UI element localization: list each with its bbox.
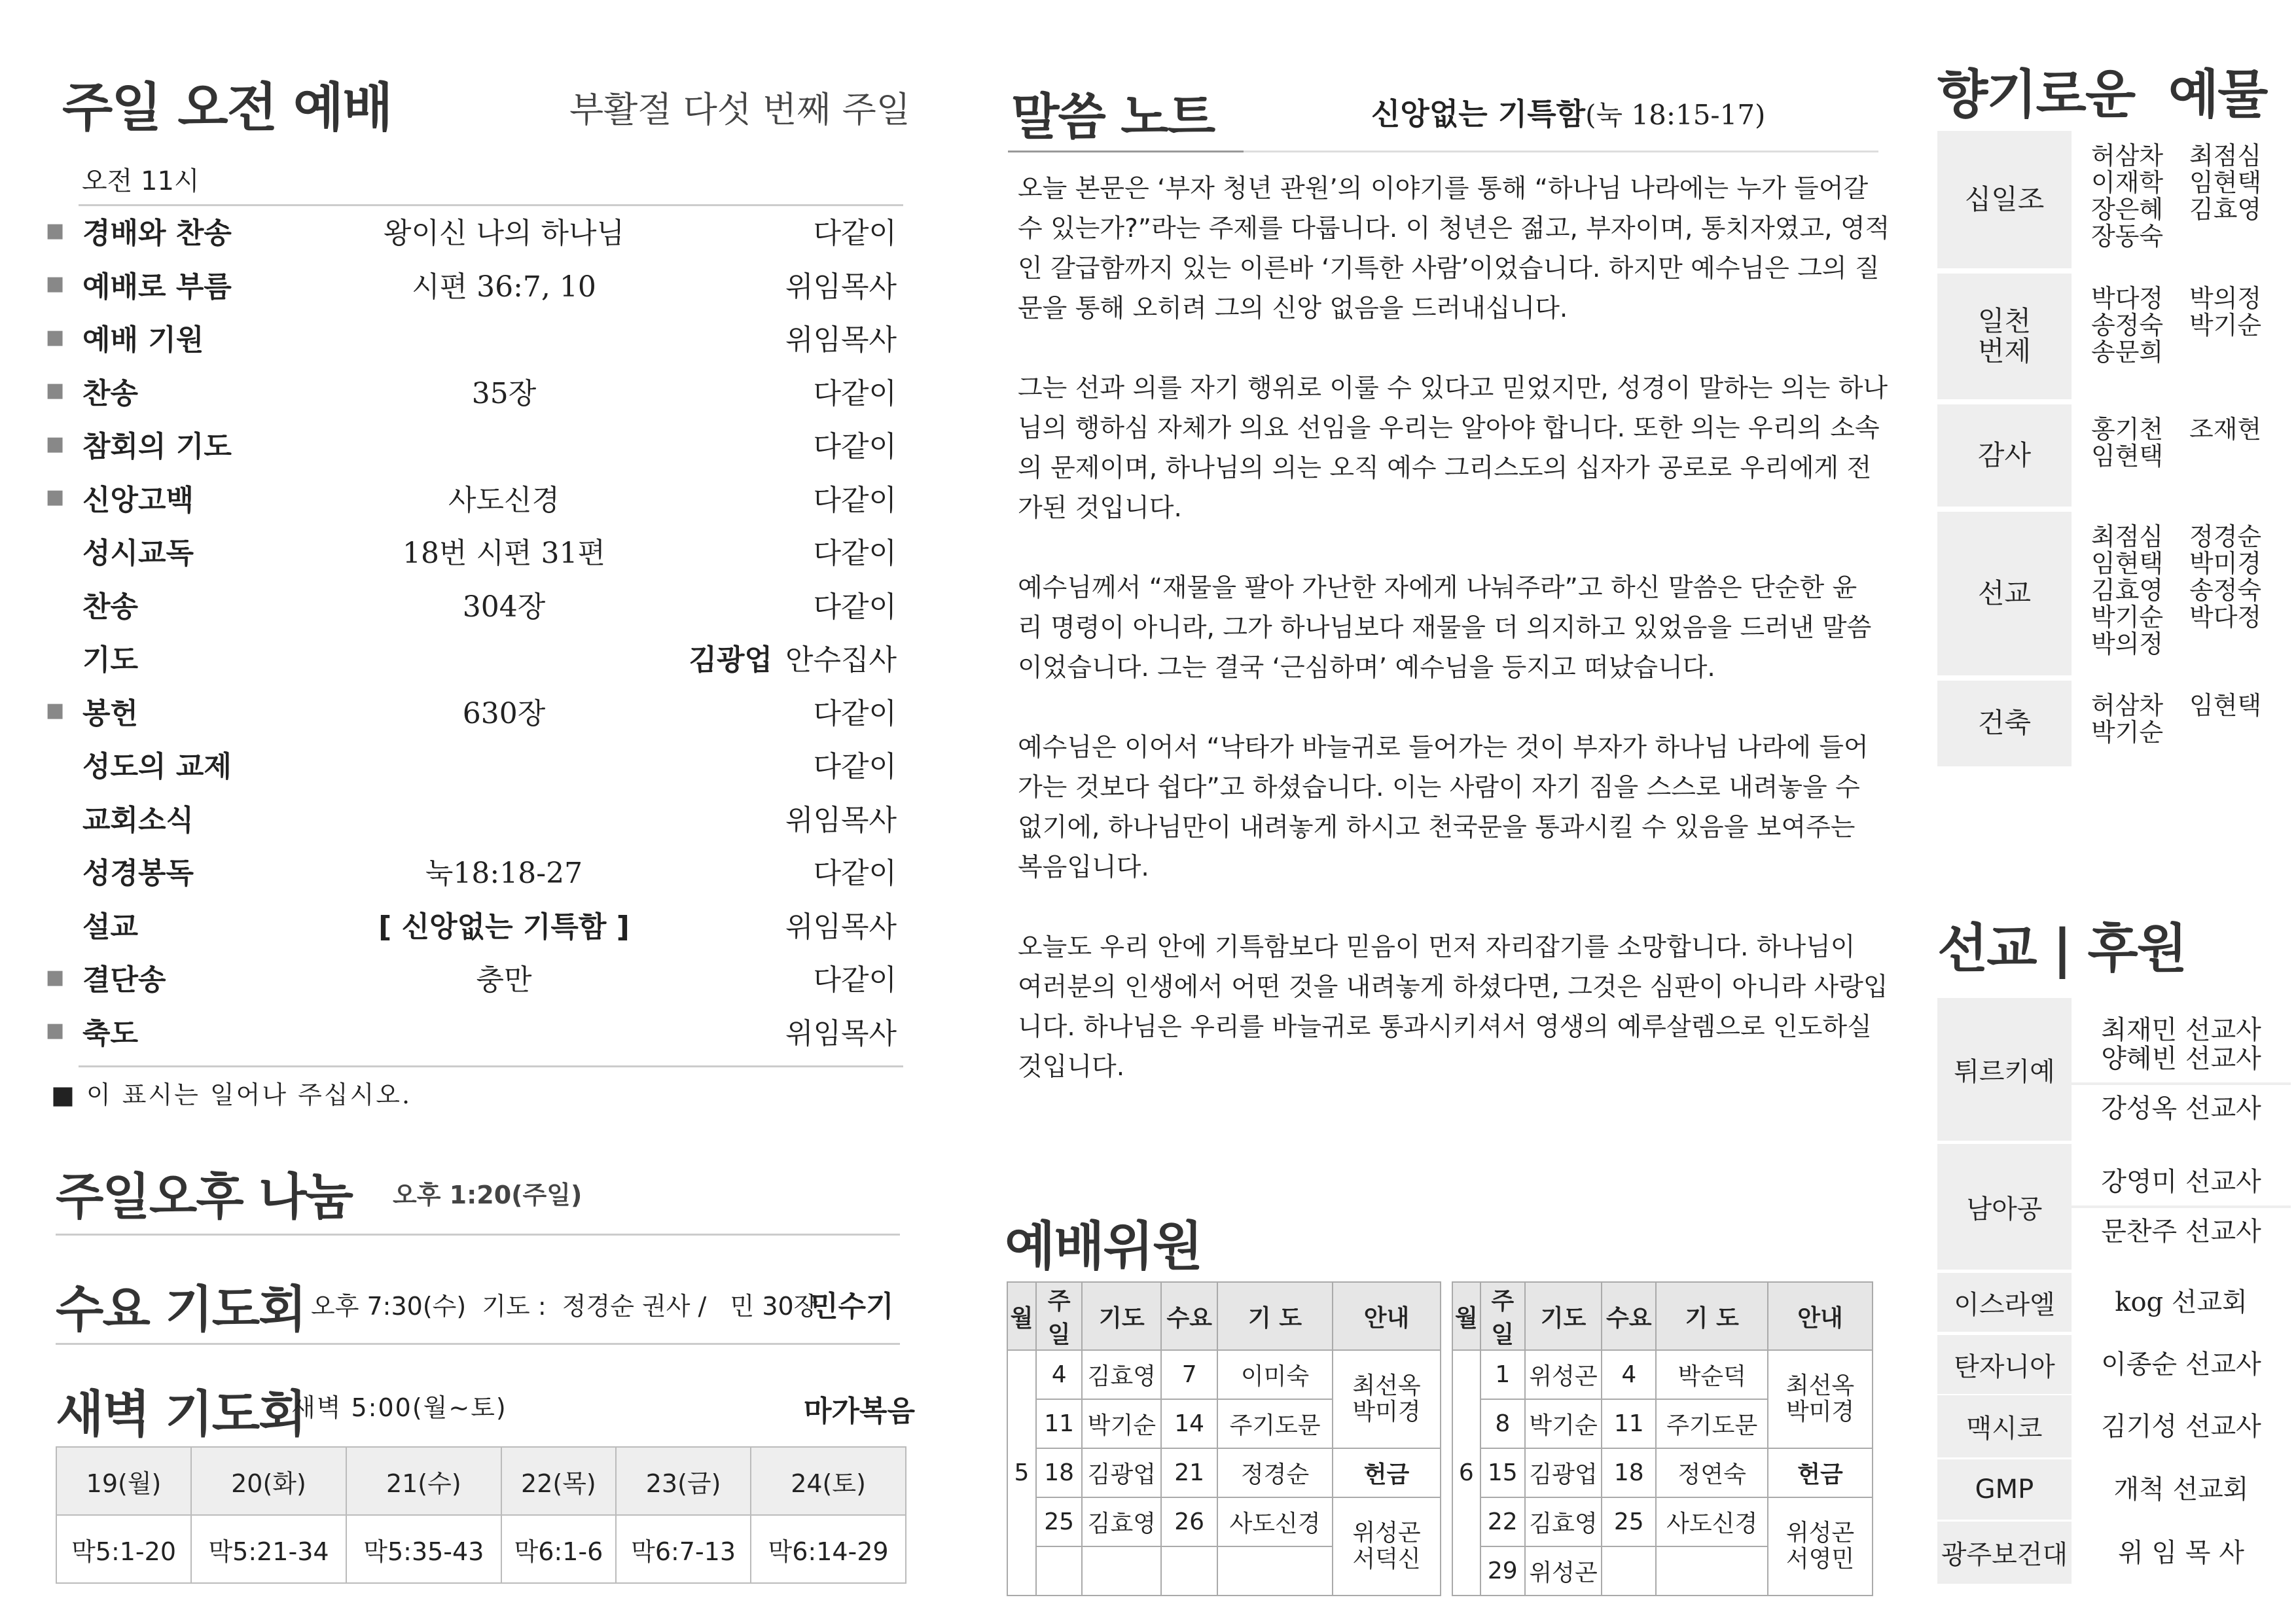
worship-item xyxy=(46,1005,897,1057)
worship-item-role: 다같이 xyxy=(813,430,897,463)
missionary-name: 문찬주 선교사 xyxy=(2072,1205,2291,1246)
mission-field: 튀르키예 xyxy=(1954,1056,2055,1087)
worship-item xyxy=(46,738,897,790)
sermon-heading: 말씀 노트 xyxy=(1011,88,1215,146)
mission-row xyxy=(1937,1335,2291,1394)
worship-item-label: 예배 기원 xyxy=(82,323,204,357)
worship-title: 주일 오전 예배 xyxy=(62,77,392,138)
donor-name: 임현택 xyxy=(2091,549,2164,579)
standing-note: ■ 이 표시는 일어나 주십시오. xyxy=(51,1080,412,1109)
servers-header: 기 도 xyxy=(1656,1282,1768,1350)
donor-name: 박기순 xyxy=(2091,718,2164,747)
servers-header: 기 도 xyxy=(1217,1282,1333,1350)
sermon-reference: (눅 18:15-17) xyxy=(1585,99,1766,131)
missionary-name: 최재민 선교사 양혜빈 선교사 xyxy=(2101,1015,2261,1074)
worship-item-detail: 사도신경 xyxy=(448,483,560,517)
stand-marker: ■ xyxy=(46,432,65,455)
worship-item-role: 다같이 xyxy=(813,483,897,517)
sunday-date: 11 xyxy=(1036,1399,1082,1448)
offering-row xyxy=(1937,512,2291,678)
offering-label: 헌금 xyxy=(1768,1448,1873,1497)
donor-name: 최점심 xyxy=(2189,141,2262,170)
mission-row xyxy=(1937,1522,2291,1584)
worship-item xyxy=(46,631,897,683)
donor-name: 장동숙 xyxy=(2091,222,2164,251)
worship-item-role: 다같이 xyxy=(813,217,897,250)
sunday-prayer: 김효영 xyxy=(1082,1350,1161,1399)
worship-item-leader xyxy=(813,423,897,465)
worship-item-detail: 304장 xyxy=(462,590,546,624)
donor-name: 박의정 xyxy=(2189,284,2262,313)
wednesday-date: 25 xyxy=(1602,1497,1656,1546)
missionary-name: kog 선교회 xyxy=(2115,1287,2248,1317)
worship-item xyxy=(46,685,897,737)
servers-header: 주일 xyxy=(1480,1282,1525,1350)
usher-names: 최선옥 박미경 xyxy=(1333,1350,1441,1448)
sunday-prayer: 위성곤 xyxy=(1525,1350,1602,1399)
worship-item-detail: 시편 36:7, 10 xyxy=(412,270,596,304)
servers-header: 수요 xyxy=(1602,1282,1656,1350)
worship-item xyxy=(46,471,897,524)
servers-title: 예배위원 xyxy=(1005,1216,1202,1277)
sunday-date: 22 xyxy=(1480,1497,1525,1546)
donor-name: 송문희 xyxy=(2091,338,2164,367)
worship-item-leader xyxy=(813,849,897,891)
offering-row xyxy=(1937,404,2291,509)
offering-label: 헌금 xyxy=(1333,1448,1441,1497)
wednesday-date: 26 xyxy=(1161,1497,1217,1546)
servers-header: 안내 xyxy=(1333,1282,1441,1350)
worship-item-role: 위임목사 xyxy=(785,270,897,304)
sermon-body xyxy=(1018,169,1895,1127)
mission-field: 이스라엘 xyxy=(1954,1289,2055,1320)
dawn-time: 새벽 5:00(월~토) xyxy=(291,1393,507,1422)
donor-name: 김효영 xyxy=(2189,195,2262,224)
wednesday-prayer: 사도신경 xyxy=(1656,1497,1768,1546)
missionary-name: 강성옥 선교사 xyxy=(2072,1082,2291,1123)
wednesday-title: 수요 기도회 xyxy=(56,1280,306,1338)
prayer-leader-name: 김광업 xyxy=(689,643,772,677)
stand-marker: ■ xyxy=(46,379,65,402)
offering-category: 십일조 xyxy=(1937,131,2072,268)
worship-item-leader xyxy=(813,370,897,412)
donor-name: 박의정 xyxy=(2091,630,2164,659)
mission-row xyxy=(1937,998,2291,1141)
sunday-date: 4 xyxy=(1036,1350,1082,1399)
wednesday-prayer xyxy=(1217,1546,1333,1596)
sermon-paragraph: 오늘 본문은 ‘부자 청년 관원’의 이야기를 통해 “하나님 나라에는 누가 들어갈 수 있는가?”라는 주제를 다룹니다. 이 청년은 젊고, 부자이며, 통치자였고, 영적 인 갈급함까지 있는 이른바 ‘기특한 사람’이었습니다. 하지만 예수님은 그의 질 문을 통해 오히려 그의 신앙 없음을 드러내십니다. xyxy=(1018,174,1890,323)
stand-marker: ■ xyxy=(46,325,65,349)
wednesday-date xyxy=(1602,1546,1656,1596)
dawn-passage: 막6:7-13 xyxy=(616,1515,751,1583)
worship-item-detail: 눅18:18-27 xyxy=(425,857,583,890)
usher-names: 위성곤 서영민 xyxy=(1768,1497,1873,1596)
donor-name: 박다정 xyxy=(2189,603,2262,632)
dawn-book: 마가복음 xyxy=(804,1395,916,1428)
worship-item-role: 위임목사 xyxy=(785,910,897,944)
missions-title: 선교 | 후원 xyxy=(1937,918,2187,979)
sermon-paragraph: 예수님은 이어서 “낙타가 바늘귀로 들어가는 것이 부자가 하나님 나라에 들어 가는 것보다 쉽다”고 하셨습니다. 이는 사람이 자기 짐을 스스로 내려놓을 수 없기에, 하나님만이 내려놓게 하시고 천국문을 통과시킬 수 있음을 보여주는 복음입니다. xyxy=(1018,733,1869,882)
dawn-day: 20(화) xyxy=(191,1447,346,1515)
mission-row xyxy=(1937,1395,2291,1457)
sunday-prayer: 김광업 xyxy=(1082,1448,1161,1497)
worship-item-label: 경배와 찬송 xyxy=(82,217,232,250)
offerings-title: 향기로운 예물 xyxy=(1937,64,2267,125)
dawn-day: 24(토) xyxy=(751,1447,906,1515)
sunday-date: 18 xyxy=(1036,1448,1082,1497)
worship-item-leader xyxy=(785,1010,897,1052)
wednesday-book: 민수기 xyxy=(810,1290,894,1323)
sermon-paragraph: 오늘도 우리 안에 기특함보다 믿음이 먼저 자리잡기를 소망합니다. 하나님이 여러분의 인생에서 어떤 것을 내려놓게 하셨다면, 그것은 심판이 아니라 사랑입 니다. 하나님은 우리를 바늘귀로 통과시키셔서 영생의 예루살렘으로 인도하실 것입니다. xyxy=(1018,933,1888,1082)
worship-item-label: 참회의 기도 xyxy=(82,430,232,463)
servers-header: 기도 xyxy=(1525,1282,1602,1350)
donor-name: 박미경 xyxy=(2189,549,2262,579)
worship-item-leader xyxy=(813,583,897,625)
worship-item-leader xyxy=(813,529,897,571)
worship-item-detail: 630장 xyxy=(462,696,546,730)
mission-row xyxy=(1937,1273,2291,1332)
donor-name: 허삼차 xyxy=(2091,141,2164,170)
divider xyxy=(79,1065,903,1067)
mission-field: 남아공 xyxy=(1966,1194,2043,1224)
donor-name: 이재학 xyxy=(2091,168,2164,198)
worship-item-role: 다같이 xyxy=(813,590,897,624)
sunday-date: 1 xyxy=(1480,1350,1525,1399)
wednesday-prayer: 정경순 xyxy=(1217,1448,1333,1497)
sunday-prayer: 김효영 xyxy=(1525,1497,1602,1546)
donor-name: 정경순 xyxy=(2189,522,2262,551)
servers-header: 수요 xyxy=(1161,1282,1217,1350)
servers-header: 월 xyxy=(1452,1282,1480,1350)
worship-item-detail: [ 신앙없는 기특함 ] xyxy=(378,910,630,944)
wednesday-prayer: 사도신경 xyxy=(1217,1497,1333,1546)
worship-item xyxy=(46,418,897,470)
dawn-title: 새벽 기도회 xyxy=(56,1385,306,1443)
stand-marker: ■ xyxy=(46,272,65,295)
worship-item-label: 결단송 xyxy=(82,963,166,997)
mission-field: 맥시코 xyxy=(1966,1414,2043,1444)
divider xyxy=(1008,151,1244,152)
dawn-schedule-table xyxy=(56,1446,906,1584)
worship-item xyxy=(46,204,897,257)
dawn-day: 21(수) xyxy=(346,1447,501,1515)
worship-item-role: 위임목사 xyxy=(785,803,897,837)
worship-item xyxy=(46,844,897,897)
sermon-title-line xyxy=(1371,90,1765,134)
worship-item-leader xyxy=(785,316,897,358)
wednesday-date: 7 xyxy=(1161,1350,1217,1399)
worship-item-leader xyxy=(689,636,897,678)
worship-item-label: 설교 xyxy=(82,910,139,944)
sunday-prayer: 김광업 xyxy=(1525,1448,1602,1497)
mission-row xyxy=(1937,1459,2291,1520)
stand-marker: ■ xyxy=(46,1019,65,1042)
worship-item-leader xyxy=(813,476,897,518)
worship-item-label: 찬송 xyxy=(82,590,139,624)
servers-month: 5 xyxy=(1007,1350,1036,1596)
wednesday-date: 11 xyxy=(1602,1399,1656,1448)
dawn-passage: 막5:1-20 xyxy=(56,1515,191,1583)
wednesday-prayer: 정연숙 xyxy=(1656,1448,1768,1497)
usher-names: 위성곤 서덕신 xyxy=(1333,1497,1441,1596)
worship-item-role: 다같이 xyxy=(813,750,897,783)
wednesday-date xyxy=(1161,1546,1217,1596)
sunday-date xyxy=(1036,1546,1082,1596)
worship-item-label: 성도의 교제 xyxy=(82,750,232,783)
sunday-prayer: 박기순 xyxy=(1525,1399,1602,1448)
sunday-date: 15 xyxy=(1480,1448,1525,1497)
worship-item xyxy=(46,951,897,1003)
donor-name: 김효영 xyxy=(2091,576,2164,605)
worship-item-leader xyxy=(813,743,897,785)
donor-name: 임현택 xyxy=(2091,442,2164,471)
worship-item-leader xyxy=(813,956,897,998)
donor-name: 박다정 xyxy=(2091,284,2164,313)
servers-month: 6 xyxy=(1452,1350,1480,1596)
worship-item-leader xyxy=(785,903,897,945)
servers-header: 기도 xyxy=(1082,1282,1161,1350)
offering-category: 선교 xyxy=(1937,512,2072,675)
divider xyxy=(56,1343,900,1345)
donor-name: 홍기천 xyxy=(2091,415,2164,444)
servers-table-may xyxy=(1007,1281,1441,1596)
worship-item-detail: 왕이신 나의 하나님 xyxy=(383,217,624,250)
offering-row xyxy=(1937,274,2291,402)
donor-name: 임현택 xyxy=(2189,691,2262,720)
worship-item-role: 다같이 xyxy=(813,376,897,410)
stand-marker: ■ xyxy=(46,965,65,989)
donor-name: 박기순 xyxy=(2189,311,2262,340)
worship-item xyxy=(46,898,897,950)
worship-item-label: 축도 xyxy=(82,1016,139,1050)
dawn-passage: 막6:14-29 xyxy=(751,1515,906,1583)
donor-name: 장은혜 xyxy=(2091,195,2164,224)
worship-item-leader xyxy=(785,263,897,305)
worship-item-label: 교회소식 xyxy=(82,803,194,837)
sermon-title: 신앙없는 기특함 xyxy=(1371,96,1586,132)
worship-item-role: 다같이 xyxy=(813,696,897,730)
worship-item-label: 예배로 부름 xyxy=(82,270,232,304)
worship-item-label: 기도 xyxy=(82,643,139,677)
sermon-paragraph: 그는 선과 의를 자기 행위로 이룰 수 있다고 믿었지만, 성경이 말하는 의는 하나 님의 행하심 자체가 의요 선임을 우리는 알아야 합니다. 또한 의는 우리의 소속 의 문제이며, 하나님의 의는 오직 예수 그리스도의 십자가 공로로 우리에게 전 가된 것입니다. xyxy=(1018,374,1888,523)
dawn-day: 22(목) xyxy=(501,1447,616,1515)
worship-item-leader xyxy=(813,209,897,251)
wednesday-prayer xyxy=(1656,1546,1768,1596)
worship-item-detail: 충만 xyxy=(476,963,532,997)
wednesday-prayer: 주기도문 xyxy=(1217,1399,1333,1448)
donor-name: 임현택 xyxy=(2189,168,2262,198)
worship-time: 오전 11시 xyxy=(82,166,200,196)
worship-item xyxy=(46,311,897,363)
divider xyxy=(56,1234,900,1236)
worship-item xyxy=(46,524,897,577)
wednesday-prayer: 이미숙 xyxy=(1217,1350,1333,1399)
worship-item-role: 위임목사 xyxy=(785,323,897,357)
donor-name: 조재현 xyxy=(2189,415,2262,444)
wednesday-prayer: 박순덕 xyxy=(1656,1350,1768,1399)
worship-item-role: 안수집사 xyxy=(785,643,897,677)
servers-header: 월 xyxy=(1007,1282,1036,1350)
missionary-name: 이종순 선교사 xyxy=(2101,1349,2261,1380)
missionary-name: 김기성 선교사 xyxy=(2101,1411,2261,1442)
offering-category: 일천 번제 xyxy=(1937,274,2072,399)
worship-item-role: 다같이 xyxy=(813,537,897,570)
servers-header: 주일 xyxy=(1036,1282,1082,1350)
servers-header: 안내 xyxy=(1768,1282,1873,1350)
worship-item-label: 봉헌 xyxy=(82,696,139,730)
wednesday-date: 4 xyxy=(1602,1350,1656,1399)
donor-name: 허삼차 xyxy=(2091,691,2164,720)
wednesday-prayer: 주기도문 xyxy=(1656,1399,1768,1448)
mission-field: GMP xyxy=(1975,1474,2034,1505)
dawn-passage: 막6:1-6 xyxy=(501,1515,616,1583)
wednesday-info: 오후 7:30(수) 기도 : 정경순 권사 / 민 30장 xyxy=(311,1292,818,1321)
mission-field: 탄자니아 xyxy=(1954,1351,2055,1382)
stand-marker: ■ xyxy=(46,699,65,722)
wednesday-date: 18 xyxy=(1602,1448,1656,1497)
usher-names: 최선옥 박미경 xyxy=(1768,1350,1873,1448)
missionary-name: 강영미 선교사 xyxy=(2101,1167,2261,1197)
sunday-prayer: 위성곤 xyxy=(1525,1546,1602,1596)
worship-item-detail: 18번 시편 31편 xyxy=(403,537,605,570)
worship-item-leader xyxy=(813,690,897,732)
dawn-passage: 막5:35-43 xyxy=(346,1515,501,1583)
offering-category: 감사 xyxy=(1937,404,2072,507)
donor-name: 송정숙 xyxy=(2091,311,2164,340)
worship-item xyxy=(46,258,897,310)
missionary-name: 개척 선교회 xyxy=(2113,1474,2249,1505)
worship-item-role: 위임목사 xyxy=(785,1016,897,1050)
worship-item xyxy=(46,791,897,844)
mission-field: 광주보건대 xyxy=(1941,1540,2068,1570)
donor-name: 최점심 xyxy=(2091,522,2164,551)
worship-subtitle: 부활절 다섯 번째 주일 xyxy=(569,89,910,130)
offering-category: 건축 xyxy=(1937,681,2072,766)
sunday-prayer: 김효영 xyxy=(1082,1497,1161,1546)
offering-row xyxy=(1937,681,2291,769)
mission-row xyxy=(1937,1144,2291,1270)
worship-item xyxy=(46,365,897,417)
worship-item-label: 성시교독 xyxy=(82,537,194,570)
donor-name: 박기순 xyxy=(2091,603,2164,632)
dawn-passage: 막5:21-34 xyxy=(191,1515,346,1583)
worship-item-role: 다같이 xyxy=(813,857,897,890)
stand-marker: ■ xyxy=(46,219,65,242)
offering-row xyxy=(1937,131,2291,271)
sermon-paragraph: 예수님께서 “재물을 팔아 가난한 자에게 나눠주라”고 하신 말씀은 단순한 윤 리 명령이 아니라, 그가 하나님보다 재물을 더 의지하고 있었음을 드러낸 말씀 이었습니다. 그는 결국 ‘근심하며’ 예수님을 등지고 떠났습니다. xyxy=(1018,573,1872,683)
dawn-day: 19(월) xyxy=(56,1447,191,1515)
worship-item-label: 신앙고백 xyxy=(82,483,194,517)
worship-item-label: 찬송 xyxy=(82,376,139,410)
worship-item xyxy=(46,578,897,630)
dawn-day: 23(금) xyxy=(616,1447,751,1515)
wednesday-date: 21 xyxy=(1161,1448,1217,1497)
stand-marker: ■ xyxy=(46,486,65,508)
wednesday-date: 14 xyxy=(1161,1399,1217,1448)
servers-table-june xyxy=(1452,1281,1873,1596)
sunday-date: 29 xyxy=(1480,1546,1525,1596)
worship-item-role: 다같이 xyxy=(813,963,897,997)
worship-item-leader xyxy=(785,796,897,838)
sunday-date: 8 xyxy=(1480,1399,1525,1448)
sunday-date: 25 xyxy=(1036,1497,1082,1546)
donor-name: 송정숙 xyxy=(2189,576,2262,605)
afternoon-title: 주일오후 나눔 xyxy=(56,1168,352,1226)
worship-item-label: 성경봉독 xyxy=(82,857,194,890)
afternoon-time: 오후 1:20(주일) xyxy=(393,1181,583,1209)
missionary-name: 위 임 목 사 xyxy=(2118,1537,2244,1568)
worship-item-detail: 35장 xyxy=(471,376,537,410)
sunday-prayer: 박기순 xyxy=(1082,1399,1161,1448)
sunday-prayer xyxy=(1082,1546,1161,1596)
